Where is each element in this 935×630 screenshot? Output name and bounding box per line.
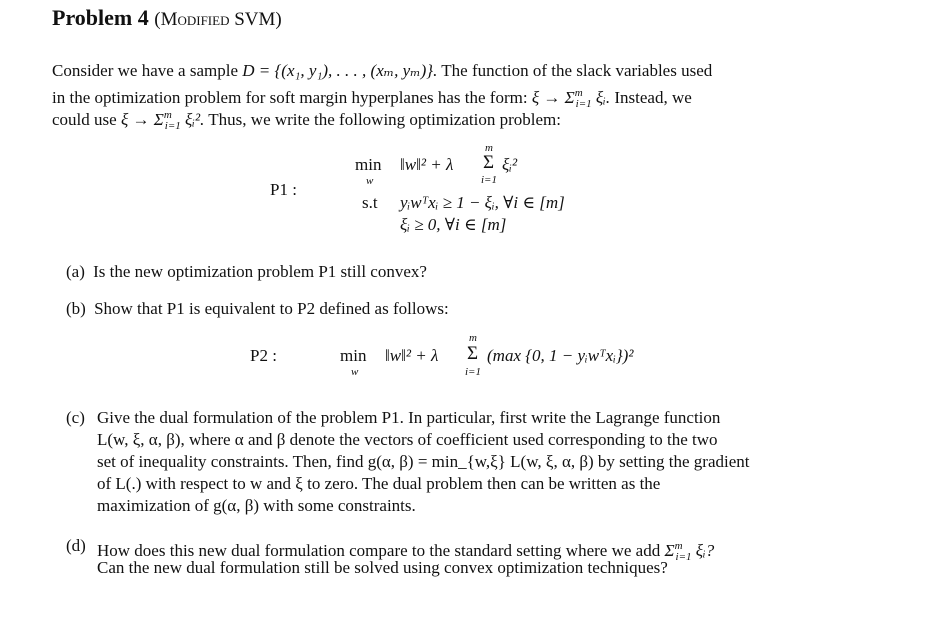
squared-slack-sum-formula: $\xi \to \Sigma^m_{i=1}$ ξᵢ². — [120, 109, 205, 132]
intro-line-1 — [52, 60, 712, 82]
part-d-text: How does this new dual formulation compare to the standard setting where we add — [97, 541, 665, 560]
part-a-label: (a) — [66, 262, 85, 281]
intro-text: in the optimization problem for soft margin hyperplanes has the form: — [52, 88, 532, 107]
p2-sum-top: m — [469, 332, 477, 344]
part-c-label: (c) — [66, 408, 85, 427]
problem-title-main: Problem 4 — [52, 5, 149, 30]
p2-label: P2 : — [250, 346, 277, 365]
intro-line-3 — [52, 104, 561, 137]
sample-set-formula: D = {(x₁, y₁), . . . , (xₘ, yₘ)}. — [242, 61, 438, 80]
part-c-line: maximization of g(α, β) with some constraints. — [97, 496, 416, 515]
part-c-line: Give the dual formulation of the problem P1. In particular, first write the Lagrange function — [97, 408, 721, 427]
p2-objective-term: (max {0, 1 − yᵢwᵀxᵢ})² — [487, 346, 634, 365]
part-d-label: (d) — [66, 536, 86, 555]
p1-constraint-2: ξᵢ ≥ 0, ∀i ∈ [m] — [400, 215, 507, 234]
p2-sum-sign: Σ — [467, 343, 479, 364]
p2-min: min — [340, 346, 367, 365]
p2-min-var: w — [351, 366, 359, 378]
p1-min-var: w — [366, 175, 374, 187]
p1-constraint-1: yᵢwᵀxᵢ ≥ 1 − ξᵢ, ∀i ∈ [m] — [400, 193, 565, 212]
intro-text: Instead, we — [610, 88, 692, 107]
part-c-line: of L(.) with respect to w and ξ to zero. The dual problem then can be written as the — [97, 474, 661, 493]
part-b — [66, 298, 449, 320]
p1-label: P1 : — [270, 180, 297, 199]
problem-title — [52, 5, 282, 31]
part-a-text: Is the new optimization problem P1 still convex? — [93, 262, 427, 281]
intro-text: Consider we have a sample — [52, 61, 243, 80]
p2-sum-bottom: i=1 — [465, 366, 481, 378]
p1-sum-bottom: i=1 — [481, 174, 497, 186]
p2-objective: ‖w‖² + λ — [385, 346, 439, 365]
intro-text: Thus, we write the following optimization problem: — [204, 110, 561, 129]
p1-sum-sign: Σ — [483, 152, 495, 173]
part-b-text: Show that P1 is equivalent to P2 defined as follows: — [94, 299, 449, 318]
slack-sum-formula: $\xi \to \Sigma^m_{i=1}$ ξᵢ. — [531, 87, 611, 110]
part-a — [66, 261, 427, 283]
problem-title-sub: (Modified SVM) — [154, 9, 282, 30]
intro-text: could use — [52, 110, 121, 129]
p1-subject-to: s.t — [362, 193, 378, 212]
p1-objective-term: ξᵢ² — [502, 155, 518, 174]
p1-sum-top: m — [485, 142, 493, 154]
part-d-line-2: Can the new dual formulation still be solved using convex optimization techniques? — [97, 558, 668, 577]
part-c-line: set of inequality constraints. Then, find g(α, β) = min_{w,ξ} L(w, ξ, α, β) by setting the gradient — [97, 452, 750, 471]
part-b-label: (b) — [66, 299, 86, 318]
intro-text: The function of the slack variables used — [437, 61, 713, 80]
part-c-line: L(w, ξ, α, β), where α and β denote the vectors of coefficient used corresponding to the two — [97, 430, 718, 449]
p1-objective: ‖w‖² + λ — [400, 155, 454, 174]
p1-min: min — [355, 155, 382, 174]
slack-sum-formula: $\Sigma^m_{i=1}$ ξᵢ? — [664, 540, 715, 563]
